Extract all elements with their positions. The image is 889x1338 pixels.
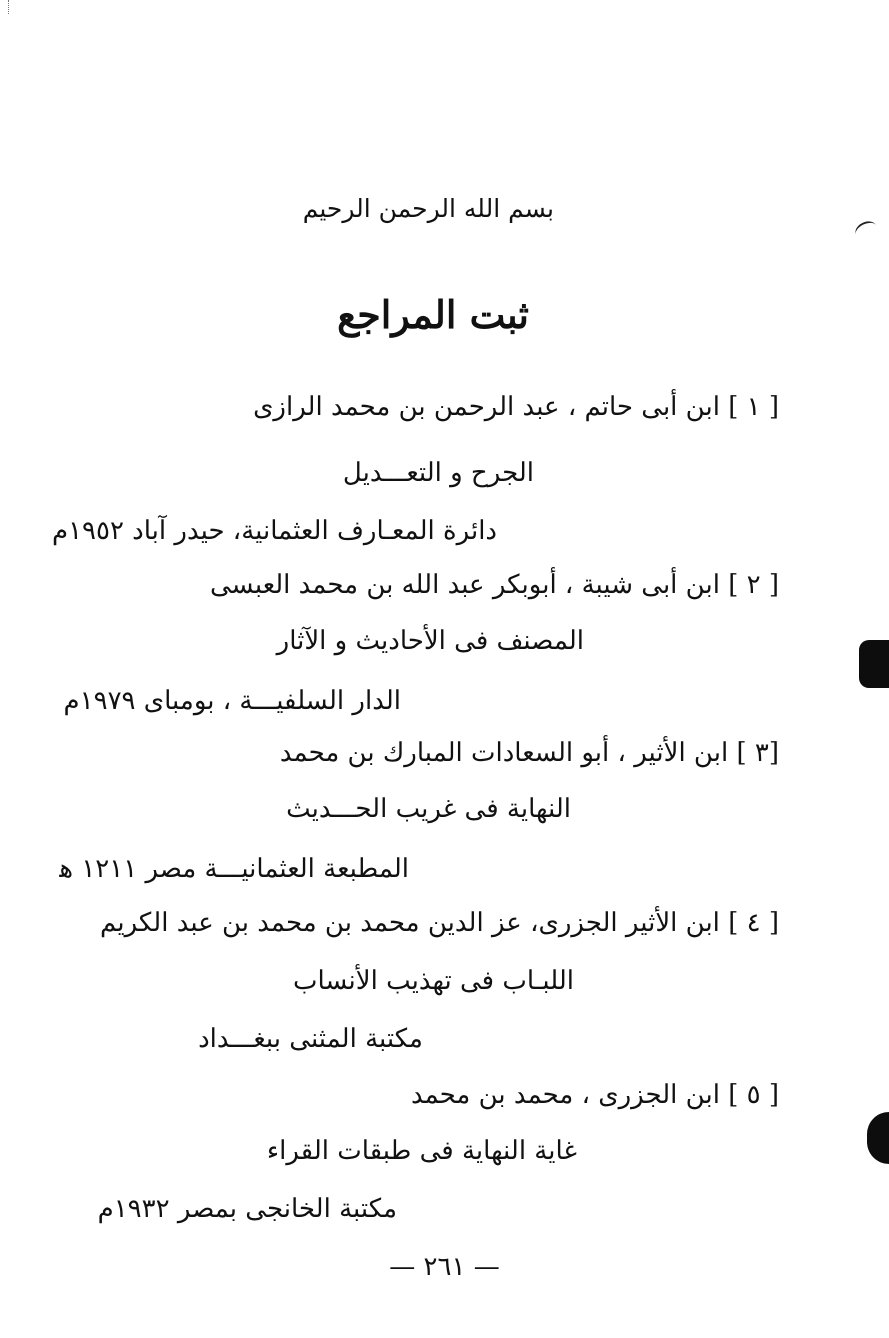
reference-1-number: [ ١ ] xyxy=(728,392,779,422)
basmala: بسم الله الرحمن الرحيم xyxy=(302,194,554,223)
reference-5-author-line xyxy=(411,1082,779,1108)
scan-edge-mark xyxy=(8,0,10,14)
reference-5-publisher: مكتبة الخانجى بمصر ١٩٣٢م xyxy=(97,1194,397,1224)
reference-5-author: ابن الجزرى ، محمد بن محمد xyxy=(410,1080,720,1110)
page-number: — ٢٦١ — xyxy=(389,1252,500,1282)
reference-1-publisher: دائرة المعـارف العثمانية، حيدر آباد ١٩٥٢م xyxy=(51,516,497,546)
reference-4-number: [ ٤ ] xyxy=(728,908,779,938)
margin-pen-mark xyxy=(853,218,880,242)
reference-2-author: ابن أبى شيبة ، أبوبكر عبد الله بن محمد العبسى xyxy=(210,570,720,600)
reference-3-author: ابن الأثير ، أبو السعادات المبارك بن محمد xyxy=(279,738,729,768)
reference-4-author: ابن الأثير الجزرى، عز الدين محمد بن محمد بن عبد الكريم xyxy=(100,908,720,938)
thumb-index-tab xyxy=(859,640,889,688)
page-title: ثبت المراجع xyxy=(337,292,529,337)
reference-3-author-line xyxy=(280,740,779,766)
reference-4-publisher: مكتبة المثنى ببغـــداد xyxy=(198,1024,423,1054)
reference-5-work: غاية النهاية فى طبقات القراء xyxy=(266,1136,577,1166)
reference-3-number: [٣ ] xyxy=(736,738,779,768)
reference-4-author-line xyxy=(100,910,779,936)
reference-3-work: النهاية فى غريب الحـــديث xyxy=(286,794,571,824)
reference-2-author-line xyxy=(210,572,779,598)
reference-2-number: [ ٢ ] xyxy=(728,570,779,600)
thumb-index-tab xyxy=(867,1112,889,1164)
reference-4-work: اللبـاب فى تهذيب الأنساب xyxy=(292,966,574,996)
reference-1-work: الجرح و التعـــديل xyxy=(342,458,534,488)
reference-1-author-line xyxy=(253,394,779,420)
reference-1-author: ابن أبى حاتم ، عبد الرحمن بن محمد الرازى xyxy=(253,392,720,422)
reference-5-number: [ ٥ ] xyxy=(728,1080,779,1110)
reference-2-work: المصنف فى الأحاديث و الآثار xyxy=(276,626,584,656)
reference-3-publisher: المطبعة العثمانيـــة مصر ١٢١١ ﻫ xyxy=(59,854,409,884)
reference-2-publisher: الدار السلفيـــة ، بومباى ١٩٧٩م xyxy=(63,686,401,716)
